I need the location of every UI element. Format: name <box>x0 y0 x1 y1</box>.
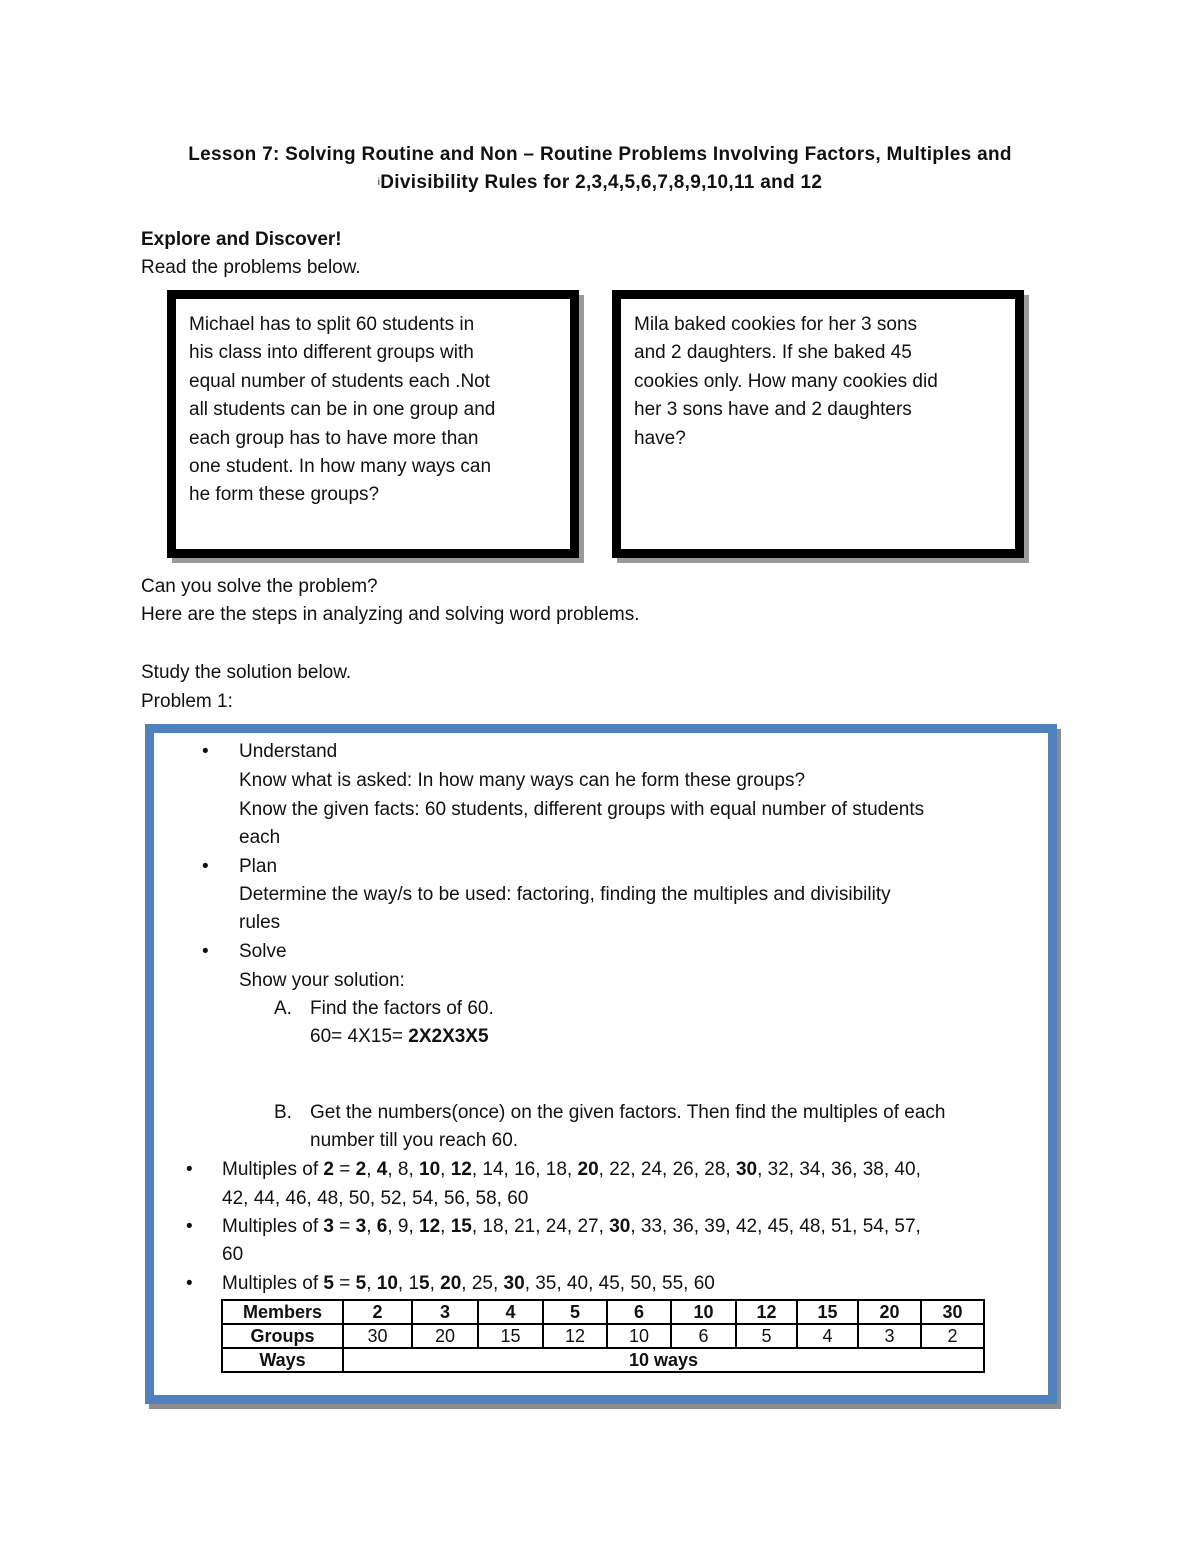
lesson-title <box>100 141 1100 197</box>
multiples-text: = <box>333 1216 356 1237</box>
groups-table <box>221 1299 985 1373</box>
multiples-text: , 8, <box>387 1159 420 1180</box>
bold-number: 3 <box>323 1216 334 1237</box>
step-a-equation-prefix: 60= 4X15= <box>310 1026 409 1047</box>
study-solution: Study the solution below. <box>141 662 352 683</box>
multiples-text: , 1 <box>397 1273 420 1294</box>
step-b-line2: number till you reach 60. <box>310 1130 519 1151</box>
problem-1-line: he form these groups? <box>189 484 380 506</box>
members-cell: 20 <box>858 1300 921 1324</box>
multiples-text: , <box>366 1159 377 1180</box>
multiples-text: , <box>440 1159 451 1180</box>
bold-number: 30 <box>609 1216 631 1237</box>
problem-2-line: her 3 sons have and 2 daughters <box>634 399 912 421</box>
bold-number: 30 <box>503 1273 525 1294</box>
bold-number: 2 <box>355 1159 367 1180</box>
multiples-text: , 22, 24, 26, 28, <box>598 1159 736 1180</box>
groups-cell: 20 <box>412 1324 478 1348</box>
members-cell: 6 <box>607 1300 671 1324</box>
bold-number: 20 <box>577 1159 599 1180</box>
understand-facts-line2: each <box>239 827 281 848</box>
multiples-text: , 32, 34, 36, 38, 40, <box>757 1159 921 1180</box>
members-cell: 4 <box>478 1300 543 1324</box>
solve-label: Solve <box>239 941 287 962</box>
problem-box-1 <box>167 290 579 558</box>
groups-cell: 12 <box>543 1324 607 1348</box>
members-row <box>222 1300 984 1324</box>
bullet-icon: • <box>186 1273 193 1294</box>
problem-2-line: Mila baked cookies for her 3 sons <box>634 314 918 335</box>
problem-1-label: Problem 1: <box>141 691 233 712</box>
multiples-of-2-line1 <box>222 1156 921 1185</box>
plan-label: Plan <box>239 856 278 877</box>
multiples-text: Multiples of <box>222 1216 324 1237</box>
multiples-of-3-line2 <box>222 1241 243 1270</box>
members-cell: 15 <box>797 1300 858 1324</box>
lesson-title-line2 <box>100 169 1100 197</box>
step-a-equation-result: 2X2X3X5 <box>408 1026 489 1047</box>
multiples-text: , 33, 36, 39, 42, 45, 48, 51, 54, 57, <box>630 1216 921 1237</box>
multiples-of-5-line1 <box>222 1270 715 1299</box>
problem-1-line: equal number of students each .Not <box>189 370 491 392</box>
bold-number: 15 <box>450 1216 472 1237</box>
bold-number: 4 <box>376 1159 388 1180</box>
groups-cell: 4 <box>797 1324 858 1348</box>
bold-number: 12 <box>450 1159 472 1180</box>
bold-number: 5 <box>355 1273 367 1294</box>
problem-2-line: have? <box>634 427 686 449</box>
title-marker: i <box>377 177 381 188</box>
multiples-of-2-line2 <box>222 1185 528 1214</box>
groups-cell: 5 <box>736 1324 797 1348</box>
multiples-of-3-line1 <box>222 1213 921 1242</box>
multiples-text: , <box>366 1273 377 1294</box>
bullet-icon: • <box>202 856 209 877</box>
lesson-title-line1: Lesson 7: Solving Routine and Non – Routine Problems Involving Factors, Multiples and <box>188 144 1012 165</box>
members-cell: 12 <box>736 1300 797 1324</box>
bullet-icon: • <box>186 1216 193 1237</box>
bold-number: 3 <box>355 1216 367 1237</box>
explore-instruction: Read the problems below. <box>141 257 361 278</box>
multiples-text: 60 <box>222 1244 244 1265</box>
solve-show: Show your solution: <box>239 970 405 991</box>
groups-cell: 3 <box>858 1324 921 1348</box>
multiples-text: , 35, 40, 45, 50, 55, 60 <box>524 1273 715 1294</box>
groups-cell: 10 <box>607 1324 671 1348</box>
step-a-equation <box>310 1023 489 1052</box>
problem-2-line: cookies only. How many cookies did <box>634 370 938 392</box>
bold-number: 10 <box>419 1159 441 1180</box>
groups-cell: 30 <box>343 1324 412 1348</box>
step-a-text: Find the factors of 60. <box>310 998 494 1019</box>
steps-intro: Here are the steps in analyzing and solving word problems. <box>141 604 640 625</box>
groups-cell: 6 <box>671 1324 736 1348</box>
problem-1-line: each group has to have more than <box>189 427 479 449</box>
multiples-text: , <box>366 1216 377 1237</box>
understand-asked: Know what is asked: In how many ways can he form these groups? <box>239 770 806 791</box>
bullet-icon: • <box>202 941 209 962</box>
bold-number: 30 <box>735 1159 758 1180</box>
members-label: Members <box>222 1300 343 1324</box>
members-cell: 2 <box>343 1300 412 1324</box>
step-b-line1: Get the numbers(once) on the given factors. Then find the multiples of each <box>310 1102 946 1123</box>
bold-number: 6 <box>376 1216 388 1237</box>
multiples-text: , 25, <box>461 1273 504 1294</box>
bold-number: 5 <box>419 1273 430 1294</box>
multiples-text: , 14, 16, 18, <box>471 1159 578 1180</box>
bold-number: 12 <box>419 1216 441 1237</box>
understand-label: Understand <box>239 741 338 762</box>
understand-facts-line1: Know the given facts: 60 students, different groups with equal number of students <box>239 799 925 820</box>
solve-question: Can you solve the problem? <box>141 576 378 597</box>
multiples-text: = <box>333 1273 356 1294</box>
multiples-text: = <box>333 1159 356 1180</box>
step-a-marker: A. <box>274 998 292 1019</box>
bullet-icon: • <box>186 1159 193 1180</box>
multiples-text: 42, 44, 46, 48, 50, 52, 54, 56, 58, 60 <box>222 1188 529 1209</box>
groups-cell: 15 <box>478 1324 543 1348</box>
bold-number: 10 <box>376 1273 398 1294</box>
problem-1-line: all students can be in one group and <box>189 399 496 421</box>
multiples-text: Multiples of <box>222 1159 324 1180</box>
plan-line1: Determine the way/s to be used: factoring, finding the multiples and divisibility <box>239 884 891 905</box>
bullet-icon: • <box>202 741 209 762</box>
problem-1-text <box>189 311 550 510</box>
members-cell: 10 <box>671 1300 736 1324</box>
bold-number: 20 <box>440 1273 462 1294</box>
members-cell: 5 <box>543 1300 607 1324</box>
groups-cell: 2 <box>921 1324 984 1348</box>
problem-2-line: and 2 daughters. If she baked 45 <box>634 342 912 364</box>
lesson-title-line2-text: Divisibility Rules for 2,3,4,5,6,7,8,9,10,11 and 12 <box>380 172 823 193</box>
bold-number: 2 <box>323 1159 334 1180</box>
bold-number: 5 <box>323 1273 334 1294</box>
problem-box-2 <box>612 290 1024 558</box>
ways-row <box>222 1348 984 1372</box>
explore-heading: Explore and Discover! <box>141 229 342 250</box>
ways-value: 10 ways <box>343 1348 984 1372</box>
multiples-text: Multiples of <box>222 1273 324 1294</box>
step-b-marker: B. <box>274 1102 292 1123</box>
problem-2-text <box>634 311 995 453</box>
multiples-text: , 18, 21, 24, 27, <box>471 1216 610 1237</box>
problem-1-line: his class into different groups with <box>189 342 474 364</box>
multiples-text: , 9, <box>387 1216 420 1237</box>
members-cell: 3 <box>412 1300 478 1324</box>
multiples-text: , <box>440 1216 451 1237</box>
members-cell: 30 <box>921 1300 984 1324</box>
groups-row <box>222 1324 984 1348</box>
problem-1-line: Michael has to split 60 students in <box>189 314 475 335</box>
plan-line2: rules <box>239 912 281 933</box>
groups-label: Groups <box>222 1324 343 1348</box>
problem-1-line: one student. In how many ways can <box>189 456 492 478</box>
multiples-text: , <box>429 1273 441 1294</box>
ways-label: Ways <box>222 1348 343 1372</box>
